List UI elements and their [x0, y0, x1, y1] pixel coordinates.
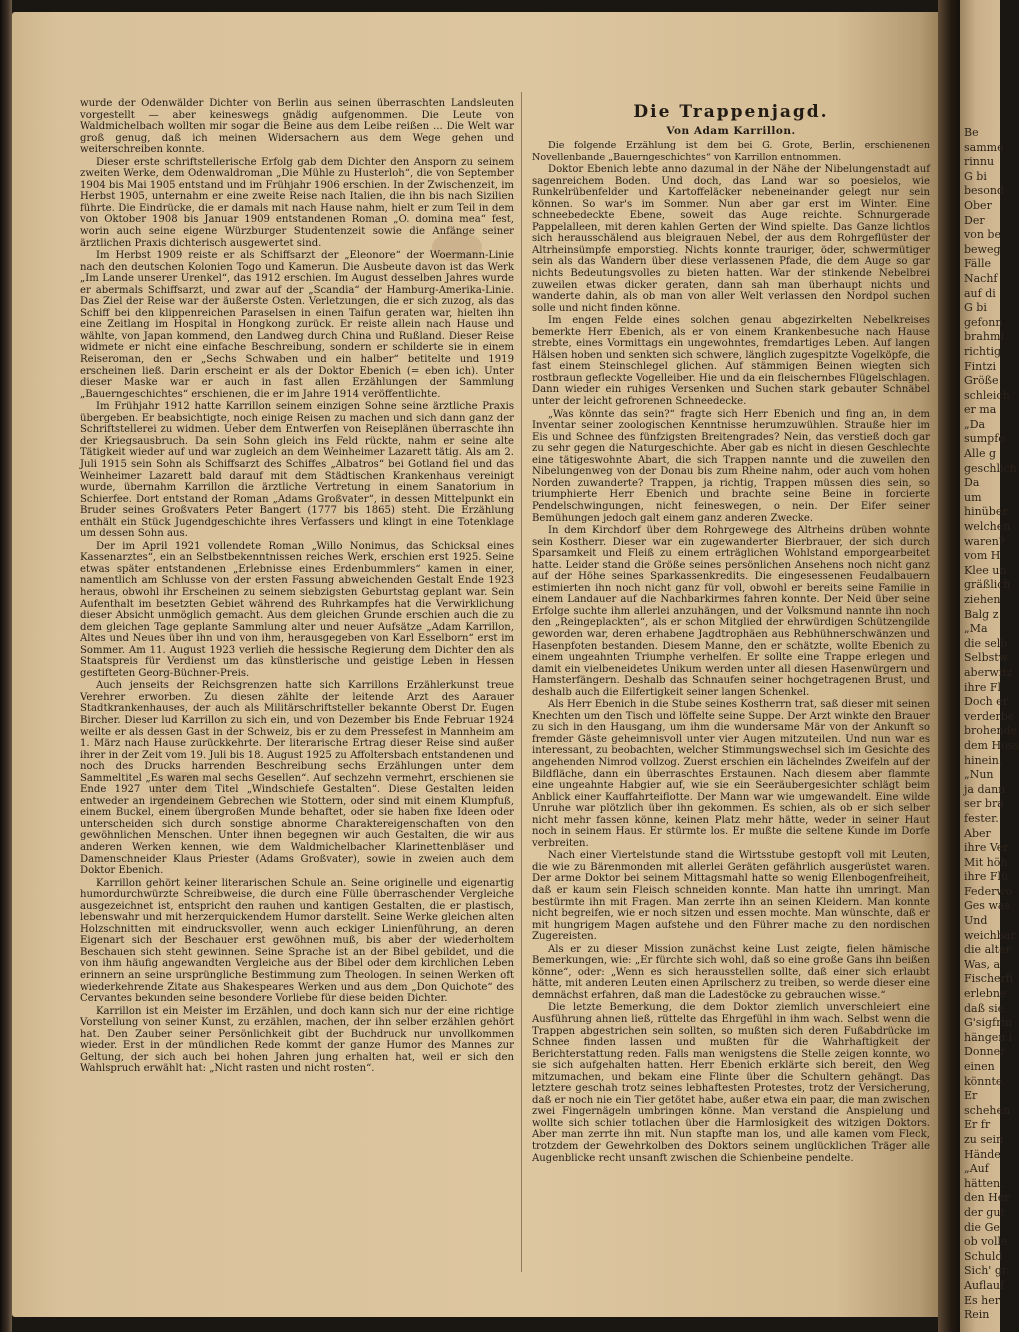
adjacent-page-fragment: erlebne: [964, 987, 1007, 1001]
right-column-article: [532, 140, 930, 1165]
adjacent-page-fragment: samme: [964, 140, 1004, 154]
adjacent-page-fragment: Schuld: [964, 1249, 1003, 1263]
adjacent-page-fragment: auf di: [964, 286, 996, 300]
adjacent-page-fragment: „Da: [964, 417, 986, 431]
adjacent-page-fragment: Doch er: [964, 695, 1008, 709]
adjacent-page-fragment: ihre Fl: [964, 680, 1002, 694]
adjacent-page-fragment: Alle g: [964, 447, 997, 461]
adjacent-page-fragment: brohende: [964, 724, 1018, 738]
adjacent-page-fragment: weichbar: [964, 928, 1016, 942]
adjacent-page-fragment: Fintzi: [964, 359, 996, 373]
paragraph: Im Frühjahr 1912 hatte Karrillon seinem einzigen Sohne seine ärztliche Praxis übergeben. Er beabsichtigte, noch einige Reisen zu machen und sich dann ganz der Schriftstellerei zu widmen. Ueber dem Entwerfen von Reiseplänen überraschte ihn der Kriegsausbruch. Da sein Sohn gleich ins Feld rückte, nahm er seine alte Tätigkeit wieder auf und war zugleich an dem Weinheimer Lazarett tätig. Als am 2. Juli 1915 sein Sohn als Schiffsarzt des Schiffes „Albatros“ bei Gotland fiel und das Weinheimer Lazarett bald darauf mit dem Städtischen Krankenhaus vereinigt wurde, übernahm Karrillon die ärztliche Vertretung in einem Sanatorium in Schierfee. Dort entstand der Roman „Adams Großvater“, in dessen Mittelpunkt ein Bruder seines Großvaters Peter Bangert (1777 bis 1865) steht. Die Erzählung enthält ein Stück Jugendgeschichte ihres Verfassers und klingt in eine Totenklage um dessen Sohn aus.: [80, 401, 514, 540]
adjacent-page-fragment: rinnu: [964, 155, 995, 169]
adjacent-page-fragment: Mit höh: [964, 855, 1008, 869]
adjacent-page-fragment: gräßlich: [964, 578, 1011, 592]
adjacent-page-fragment: Er: [964, 1089, 978, 1103]
adjacent-page-fragment: die Ge: [964, 1220, 1000, 1234]
adjacent-page-fragment: aberwitz: [964, 665, 1013, 679]
adjacent-page-fragment: er ma: [964, 403, 997, 417]
adjacent-page-fragment: Federwo: [964, 884, 1013, 898]
adjacent-page-fragment: hinein.: [964, 753, 1003, 767]
page-gutter: [938, 0, 962, 1332]
adjacent-page-fragment: schleich: [964, 388, 1010, 402]
adjacent-page-edge: [960, 0, 1019, 1332]
adjacent-page-fragment: den Her: [964, 1191, 1010, 1205]
adjacent-page-fragment: geschlich: [964, 461, 1017, 475]
adjacent-page-fragment: beweg: [964, 242, 1001, 256]
adjacent-page-fragment: Und: [964, 914, 988, 928]
left-column-article: [80, 98, 514, 1076]
paragraph: Auch jenseits der Reichsgrenzen hatte sich Karrillons Erzählerkunst treue Verehrer erworben. Zu diesen zählte der leitende Arzt des Aarauer Stadtkrankenhauses, der auch als Militärschriftsteller bekannte Oberst Dr. Eugen Bircher. Dieser lud Karrillon zu sich ein, und von Dezember bis Ende Februar 1924 weilte er als dessen Gast in der Schweiz, bis er zu dem Pressefest in Mannheim am 1. März nach Hause zurückkehrte. Der literarische Ertrag dieser Reise sind außer ihrer in der Zeit vom 19. Juli bis 18. August 1925 zu Affoltersbach entstandenen und noch des Drucks harrenden Beschreibung sechs Erzählungen unter dem Sammeltitel „Es waren mal sechs Gesellen“. Auf sechzehn vermehrt, erschienen sie Ende 1927 unter dem Titel „Windschiefe Gestalten“. Diese Gestalten leiden entweder an irgendeinem Gebrechen wie Stottern, oder sind mit einem Klumpfuß, einem Buckel, einem übergroßen Munde behaftet, oder sie haben fixe Ideen oder unterscheiden sich durch sonstige abnorme Charaktereigenschaften von den gewöhnlichen Menschen. Unter ihnen begegnen wir auch Gestalten, die wir aus anderen Werken kennen, wie dem Waldmichelbacher Klarinettenbläser und Damenschneider Klaus Priester (Adams Großvater), sowie in zweien auch dem Doktor Ebenich.: [80, 680, 514, 877]
adjacent-page-fragment: sumpfe: [964, 432, 1005, 446]
adjacent-page-fragment: „Nun: [964, 768, 994, 782]
adjacent-page-fragment: Ober: [964, 198, 992, 212]
adjacent-page-fragment: verderbe: [964, 709, 1015, 723]
adjacent-page-fragment: Fischerfi: [964, 972, 1014, 986]
article-byline: Von Adam Karrillon.: [666, 125, 796, 137]
adjacent-page-fragment: brahmi: [964, 330, 1004, 344]
paragraph: Die letzte Bemerkung, die dem Doktor ziemlich unverschleiert eine Ausführung ahnen ließ, rüttelte das Ehrgefühl in ihm wach. Selbst wenn die Trappen abgestrichen sein sollten, so mußten sich deren Fußabdrücke im Schnee finden lassen und mußten für die Wahrhaftigkeit der Berichterstattung reden. Falls man wenigstens die Stelle zeigen konnte, wo sie sich aufgehalten hatten. Herr Ebenich erklärte sich bereit, den Weg mitzumachen, und bekam eine Flinte über die Schultern gehängt. Das letztere geschah trotz seines lebhaftesten Protestes, trotz der Versicherung, daß er noch nie ein Tier getötet habe, außer etwa ein paar, die man zwischen zwei Fingernägeln umbringen könne. Man verstand die Anspielung und wollte sich schier totlachen über die Harmlosigkeit des witzigen Doktors. Aber man zerrte ihn mit. Nun stapfte man los, und alle kamen vom Fleck, trotzdem der Gewehrkolben des Doktors seinem unglücklichen Träger alle Augenblicke recht unsanft zwischen die Schienbeine pendelte.: [532, 1002, 930, 1164]
adjacent-page-fragment: ihre Ver: [964, 841, 1009, 855]
paragraph: Dieser erste schriftstellerische Erfolg gab dem Dichter den Ansporn zu seinem zweiten Werke, dem Odenwaldroman „Die Mühle zu Husterloh“, die von September 1904 bis Mai 1905 entstand und im Frühjahr 1906 erschien. In der Zwischenzeit, im Herbst 1905, unternahm er eine zweite Reise nach Italien, die ihn bis nach Sizilien führte. Die Eindrücke, die er damals mit nach Hause nahm, hielt er zum Teil in dem von Oktober 1908 bis Januar 1909 entstandenen Roman „O. domina mea“ fest, worin auch seine eigene Würzburger Studentenzeit sowie die Anfänge seiner ärztlichen Praxis dichterisch ausgewertet sind.: [80, 156, 514, 249]
adjacent-page-fragment: Donner: [964, 1045, 1006, 1059]
adjacent-page-fragment: waren?: [964, 534, 1005, 548]
adjacent-page-fragment: gefonn: [964, 315, 1003, 329]
adjacent-page-fragment: einen: [964, 1060, 995, 1073]
adjacent-page-fragment: könnte.: [964, 1074, 1006, 1088]
adjacent-page-fragment: dem Hoss: [964, 738, 1019, 752]
adjacent-page-fragment: ihre Flü: [964, 870, 1009, 884]
adjacent-page-fragment: ja dann: [964, 782, 1006, 796]
adjacent-page-fragment: von be: [964, 228, 1001, 242]
adjacent-page-fragment: schehen: [964, 1103, 1011, 1117]
adjacent-page-fragment: fester.: [964, 811, 999, 825]
paragraph: Als Herr Ebenich in die Stube seines Kostherrn trat, saß dieser mit seinen Knechten um den Tisch und löffelte seine Suppe. Der Arzt winkte den Brauer zu sich in den Hausgang, um ihm die wundersame Mär von der Ankunft so fremder Gäste geheimnisvoll unter vier Augen mitzuteilen. Und nun war es interessant, zu beobachten, welcher Stimmungswechsel sich im Gesichte des angehenden Nimrod vollzog. Zuerst erschien ein lächelndes Zweifeln auf der Bildfläche, dann ein überraschtes Erstaunen. Nach diesem aber flammte eine ungeahnte Habgier auf, wie sie ein Seeräubergesichter schlägt beim Anblick einer Kauffahrteiflotte. Der Mann war wie umgewandelt. Eine wilde Unruhe war plötzlich über ihn gekommen. Es schien, als ob er sich selber nicht mehr fassen könne, keinen Platz mehr hätte, weder in seiner Haut noch in seinem Haus. Er stürmte los. Er mußte die seltene Kunde im Dorfe verbreiten.: [532, 699, 930, 849]
adjacent-page-fragment: zu sein: [964, 1132, 1004, 1146]
adjacent-page-fragment: der gut: [964, 1205, 1005, 1219]
adjacent-page-fragment: G'sigfrin: [964, 1016, 1012, 1030]
adjacent-page-fragment: Selbstw: [964, 651, 1009, 665]
adjacent-page-fragment: Es her: [964, 1293, 1001, 1307]
paragraph: Der im April 1921 vollendete Roman „Willo Nonimus, das Schicksal eines Kassenarztes“, ein an Selbstbekenntnissen reiches Werk, erschien erst 1925. Seine etwas später entstandenen „Erlebnisse eines Erdenbummlers“ kamen in einer, namentlich am Schlusse von der ersten Fassung abweichenden Gestalt Ende 1923 heraus, obwohl ihr Erscheinen zu seinem siebzigsten Geburtstag geplant war. Sein Aufenthalt im besetzten Gebiet während des Ruhrkampfes hat die Verwirklichung dieser Absicht unmöglich gemacht. Aus dem gleichen Grunde erschien auch die zu dem gleichen Tage geplante Sammlung alter und neuer Aufsätze „Adam Karrillon, Altes und Neues über ihn und von ihm, herausgegeben von Karl Esselborn“ erst im Sommer. Am 11. August 1923 verlieh die hessische Regierung dem Dichter den als Staatspreis für Verdienst um das künstlerische und geistige Leben in Hessen gestifteten Georg-Büchner-Preis.: [80, 540, 514, 679]
adjacent-page-fragment: Ges was: [964, 899, 1011, 913]
paragraph: Als er zu dieser Mission zunächst keine Lust zeigte, fielen hämische Bemerkungen, wie: „Er fürchte sich wohl, daß so eine große Gans ihn beißen könne“, oder: „Wenn es sich herausstellen sollte, daß einer sich erlaubt hätte, mit anderen Leuten einen Aprilscherz zu treiben, so werde dieser eine demnächst erfahren, daß man die Ladestöcke zu gebrauchen wisse.“: [532, 943, 930, 1001]
adjacent-page-fragment: „Ma: [964, 622, 988, 636]
article-intro: Die folgende Erzählung ist dem bei G. Grote, Berlin, erschienenen Novellenbande „Bauerngeschichtes“ von Karrillon entnommen.: [532, 140, 930, 163]
adjacent-page-fragment: ziehen.: [964, 593, 1004, 606]
adjacent-page-fragment: Was, a: [964, 957, 1001, 971]
paragraph: Karrillon ist ein Meister im Erzählen, und doch kann sich nur der eine richtige Vorstellung von seiner Kunst, zu erzählen, machen, der ihn selber erzählen gehört hat. Den Zauber seiner Persönlichkeit gibt der Buchdruck nur unvollkommen wieder. Erst in der mündlichen Rede kommt der ganze Humor des Mannes zur Geltung, der sich auch bei hohen Jahren jung erhalten hat, weil er sich den Wahlspruch erwählt hat: „Nicht rasten und nicht rosten“.: [80, 1005, 514, 1075]
article-headline: Die Trappenjagd.: [633, 102, 829, 122]
paragraph: Doktor Ebenich lebte anno dazumal in der Nähe der Nibelungenstadt auf sagenreichem Boden. Und doch, das Land war so poesielos, wie Runkelrübenfelder und Kartoffeläcker nebeneinander gelegt nur sein können. So war's im Sommer. Nun aber gar erst im Winter. Eine schneebedeckte Ebene, soweit das Auge reichte. Schnurgerade Pappelalleen, mit deren kahlen Gerten der Wind spielte. Das Ganze lichtlos sich herausschälend aus bleigrauen Nebel, der aus dem Rohrgeflüster der Altrheinsümpfe emporstieg. Nichts konnte trauriger, öder, schwermütiger sein als das Wandern über diese verlassenen Pfade, die dem Auge so gar nichts Bedeutungsvolles zu bieten hatten. War der stinkende Nebelbrei zuweilen etwas dicker geraten, dann sah man überhaupt nichts und wanderte dahin, als ob man von aller Welt verlassen den Nordpol suchen solle und nicht finden könne.: [532, 164, 930, 314]
adjacent-page-fragment: Sich' gr: [964, 1264, 1008, 1278]
paragraph: Karrillon gehört keiner literarischen Schule an. Seine originelle und eigenartig humordurchwürzte Schreibweise, die durch eine Fülle überraschender Vergleiche ausgezeichnet ist, entspricht den rauhen und kantigen Gestalten, die er plastisch, lebenswahr und mit herzerquickendem Humor darstellt. Seine Werke gleichen alten Holzschnitten mit eindrucksvoller, wenn auch eckiger Linienführung, an deren Eigenart sich der Beschauer erst gewöhnen muß, bis aber der wiederholtem Beschauen sich steht gewinnen. Seine Sprache ist an der Bibel gebildet, und die von ihm häufig angewandten Vergleiche aus der Bibel oder dem kirchlichen Leben erinnern an seine ursprüngliche Bestimmung zum Theologen. In seinen Werken oft wiederkehrende Zitate aus Shakespeares Werken und aus dem „Don Quichote“ des Cervantes bekunden seine besondere Vorliebe für diese beiden Dichter.: [80, 877, 514, 1005]
adjacent-page-fragment: Er fr: [964, 1118, 991, 1132]
adjacent-page-fragment: Klee un: [964, 563, 1007, 577]
paragraph: „Was könnte das sein?“ fragte sich Herr Ebenich und fing an, in dem Inventar seiner zoologischen Kenntnisse herumzuwühlen. Strauße hier im Eis und Schnee des fünfzigsten Breitengrades? Nein, das verstieß doch gar zu sehr gegen die Naturgeschichte. Aber gab es nicht in diesen Geschlechte eine tätigeswohnte Abart, die sich Trappen nannte und die zuweilen den Nibelungenweg von der Donau bis zum Rheine nahm, oder auch vom hohen Norden zuwanderte? Trappen, ja richtig, Trappen müssen dies sein, so triumphierte Herr Ebenich und brachte seine Beine in forcierte Pendelschwingungen, nicht feineswegen, o nein. Der Eifer seiner Bemühungen jedoch galt einem ganz anderen Zwecke.: [532, 408, 930, 524]
adjacent-page-fragment: Rein: [964, 1308, 990, 1322]
adjacent-page-fragment: hätten,: [964, 1176, 1004, 1190]
adjacent-page-fragment: vom H: [964, 549, 1001, 563]
adjacent-page-fragment: Größe: [964, 374, 999, 388]
adjacent-page-fragment: Da: [964, 476, 980, 490]
adjacent-page-fragment: Be: [964, 126, 979, 139]
adjacent-page-fragment: Nachf: [964, 271, 998, 285]
adjacent-page-fragment: besond: [964, 184, 1004, 198]
adjacent-page-fragment: „Auf: [964, 1162, 989, 1176]
paragraph: wurde der Odenwälder Dichter von Berlin aus seinen überraschten Landsleuten vorgestellt — aber keineswegs gnädig aufgenommen. Die Leute von Waldmichelbach wollten mir sogar die Beine aus dem Leibe reißen ... Die Welt war groß genug, daß ich meinen Widersachern aus dem Wege gehen und weiterschreiben konnte.: [80, 98, 514, 156]
adjacent-page-fragment: ob volle: [964, 1235, 1008, 1249]
adjacent-page-fragment: um: [964, 490, 982, 504]
adjacent-page-fragment: Balg z: [964, 607, 999, 621]
adjacent-page-fragment: Hände: [964, 1147, 1001, 1161]
column-rule: [521, 92, 522, 1272]
adjacent-page-fragment: daß sie: [964, 1001, 1005, 1015]
adjacent-page-fragment: Fälle: [964, 257, 991, 271]
adjacent-page-fragment: ser bra: [964, 797, 1004, 811]
adjacent-page-fragment: G bi: [964, 301, 987, 315]
paragraph: Nach einer Viertelstunde stand die Wirtsstube gestopft voll mit Leuten, die wie zu Bärenmonden mit allerlei Geräten gefährlich ausgerüstet waren. Der arme Doktor bei seinem Mittagsmahl hatte so wenig Ellenbogenfreiheit, daß er kaum sein Fleisch schneiden konnte. Man hatte ihn umringt. Man bestürmte ihn mit Fragen. Man zerrte ihn an seinen Kleidern. Man konnte nicht begreifen, wie er noch sitzen und essen mochte. Man wünschte, daß er mit hungrigem Magen aufstehe und den Führer mache zu den nordischen Zugereisten.: [532, 850, 930, 943]
adjacent-page-fragment: welchen: [964, 520, 1011, 534]
paragraph: Im Herbst 1909 reiste er als Schiffsarzt der „Eleonore“ der Woermann-Linie nach den deutschen Kolonien Togo und Kamerun. Die Ausbeute davon ist das Werk „Im Lande unserer Urenkel“, das 1912 erschien. Im August desselben Jahres wurde er abermals Schiffsarzt, und zwar auf der „Scandia“ der Hamburg-Amerika-Linie. Das Ziel der Reise war der äußerste Osten. Verletzungen, die er sich zuzog, als das Schiff bei den klippenreichen Paraselsen in einen Taifun geraten war, hielten ihn eine Zeitlang im Hospital in Hongkong zurück. Er reiste allein nach Hause und wählte, von Japan kommend, den Landweg durch China und Rußland. Dieser Reise widmete er nicht eine einfache Beschreibung, sondern er schilderte sie in einem Reiseroman, den er „Sechs Schwaben und ein halber“ betitelte und 1919 erscheinen ließ. Darin erscheint er als der Doktor Ebenich (= eben ich). Unter dieser Maske war er auch in fast allen Erzählungen der Sammlung „Bauerngeschichtes“ erschienen, die er im Jahre 1914 veröffentlichte.: [80, 250, 514, 400]
paragraph: In dem Kirchdorf über dem Rohrgewege des Altrheins drüben wohnte sein Kostherr. Dieser war ein zugewanderter Bierbrauer, der sich durch Sparsamkeit und Fleiß zu einem erträglichen Wohlstand emporgearbeitet hatte. Leider stand die Größe seines persönlichen Ansehens noch nicht ganz auf der Höhe seines Sparkassenkredits. Die eingesessenen Feudalbauern estimierten ihn noch nicht ganz für voll, obwohl er bereits seine Familie in einem Landauer auf die Nachbarkirmes fahren konnte. Der Neid über seine Erfolge suchte ihm allerlei anzuhängen, und der Volksmund nannte ihn noch den „Reingeplackten“, als er schon Mitglied der ehrwürdigen Schützengilde geworden war, deren erhabene Jagdtrophäen aus Rebhühnerschwänzen und Hasenpfoten bestanden. Diesem Manne, den er schätzte, wollte Ebenich zu einem ungeahnten Triumphe verhelfen. Er sollte eine Trappe erlegen und damit ein vielbeneidetes Unikum werden unter all diesen Hasenwürgern und Hamsterfängern. Deshalb das Schnaufen seiner hochgetragenen Brust, und deshalb auch die Eilfertigkeit seiner langen Schenkel.: [532, 525, 930, 698]
adjacent-page-fragment: hängen i: [964, 1030, 1013, 1044]
paragraph: Im engen Felde eines solchen genau abgezirkelten Nebelkreises bemerkte Herr Ebenich, als er von einem Krankenbesuche nach Hause strebte, eines Vormittags ein ungewohntes, fremdartiges Leben. Auf langen Hälsen hoben und senkten sich schwere, länglich zugespitzte Vogelköpfe, die fast einem Steinschlegel glichen. Auf stämmigen Beinen wiegten sich rostbraun gefleckte Vogelleiber. Hie und da ein fleischernbes Flügelschlagen. Dann wieder ein ruhiges Versenken und Suchen stark gebauter Schnäbel unter der leicht gefrorenen Schneedecke.: [532, 315, 930, 408]
adjacent-page-fragment: Der: [964, 213, 985, 227]
adjacent-page-fragment: richtig: [964, 344, 1002, 358]
adjacent-page-fragment: die selb: [964, 636, 1008, 650]
book-spine: [0, 0, 12, 1332]
adjacent-page-fragment: Aber: [964, 826, 991, 840]
adjacent-page-fragment: hinüber: [964, 505, 1008, 519]
adjacent-page-fragment: G bi: [964, 169, 987, 183]
adjacent-page-fragment: Auflauf: [964, 1278, 1005, 1292]
adjacent-page-fragment: die alter: [964, 943, 1011, 957]
